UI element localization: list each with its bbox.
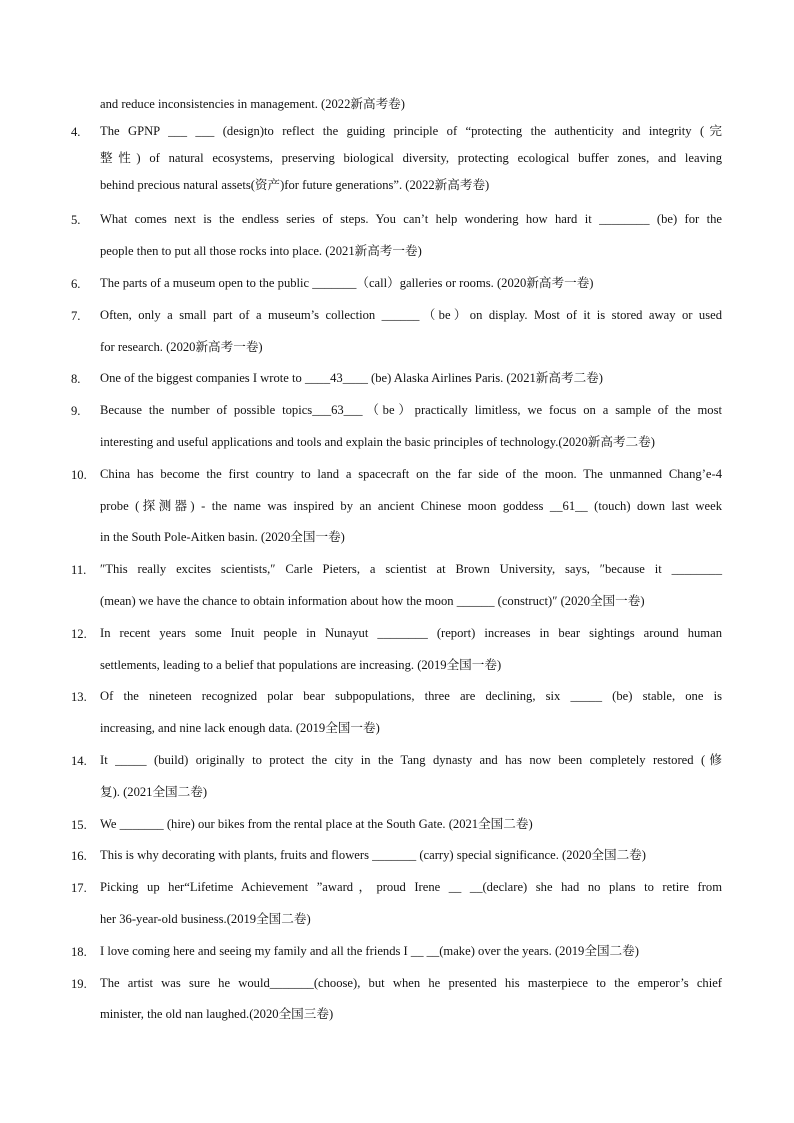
item-line: Picking up her“Lifetime Achievement ”award，proud Irene __ __(declare) she had no plans to retire from xyxy=(100,880,722,894)
question-number: 4. xyxy=(71,125,81,139)
item-line: interesting and useful applications and tools and explain the basic principles of technology.(2020新高考二卷) xyxy=(100,435,655,449)
question-number: 16. xyxy=(71,849,87,863)
item-line: It _____ (build) originally to protect the city in the Tang dynasty and has now been completely restored (修 xyxy=(100,753,722,767)
item-line: We _______ (hire) our bikes from the rental place at the South Gate. (2021全国二卷) xyxy=(100,817,533,831)
question-number: 13. xyxy=(71,690,87,704)
question-number: 11. xyxy=(71,563,87,577)
item-line: The parts of a museum open to the public _______（call）galleries or rooms. (2020新高考一卷) xyxy=(100,276,594,290)
item-line: What comes next is the endless series of steps. You can’t help wondering how hard it ________ (be) for the xyxy=(100,212,722,226)
item-line: in the South Pole-Aitken basin. (2020全国一卷) xyxy=(100,530,345,544)
item-line: China has become the first country to land a spacecraft on the far side of the moon. The unmanned Chang’e-4 xyxy=(100,467,722,481)
item-line: and reduce inconsistencies in management. (2022新高考卷) xyxy=(100,97,405,111)
item-line: people then to put all those rocks into place. (2021新高考一卷) xyxy=(100,244,422,258)
question-number: 15. xyxy=(71,818,87,832)
item-line: This is why decorating with plants, fruits and flowers _______ (carry) special significance. (2020全国二卷) xyxy=(100,848,646,862)
item-line: for research. (2020新高考一卷) xyxy=(100,340,263,354)
question-number: 5. xyxy=(71,213,81,227)
item-line: In recent years some Inuit people in Nunayut ________ (report) increases in bear sightings around human xyxy=(100,626,722,640)
item-line: One of the biggest companies I wrote to ____43____ (be) Alaska Airlines Paris. (2021新高考二卷) xyxy=(100,371,603,385)
item-line: increasing, and nine lack enough data. (2019全国一卷) xyxy=(100,721,380,735)
question-number: 12. xyxy=(71,627,87,641)
item-line: Often, only a small part of a museum’s collection ______（be）on display. Most of it is stored away or used xyxy=(100,308,722,322)
item-line: I love coming here and seeing my family and all the friends I __ __(make) over the years. (2019全国二卷) xyxy=(100,944,639,958)
item-line: 复). (2021全国二卷) xyxy=(100,785,208,799)
question-number: 14. xyxy=(71,754,87,768)
item-line: probe (探测器) - the name was inspired by an ancient Chinese moon goddess __61__ (touch) down last week xyxy=(100,499,722,513)
item-line: her 36-year-old business.(2019全国二卷) xyxy=(100,912,311,926)
question-number: 10. xyxy=(71,468,87,482)
item-line: Of the nineteen recognized polar bear subpopulations, three are declining, six _____ (be) stable, one is xyxy=(100,689,722,703)
question-number: 17. xyxy=(71,881,87,895)
question-number: 19. xyxy=(71,977,87,991)
question-number: 9. xyxy=(71,404,81,418)
item-line: minister, the old nan laughed.(2020全国三卷) xyxy=(100,1007,334,1021)
item-line: settlements, leading to a belief that populations are increasing. (2019全国一卷) xyxy=(100,658,502,672)
item-line: Because the number of possible topics___63___（be）practically limitless, we focus on a sample of the most xyxy=(100,403,722,417)
question-number: 6. xyxy=(71,277,81,291)
item-line: 整性) of natural ecosystems, preserving biological diversity, protecting ecological buffer zones, and leaving xyxy=(100,151,722,165)
question-number: 18. xyxy=(71,945,87,959)
question-number: 8. xyxy=(71,372,81,386)
question-number: 7. xyxy=(71,309,81,323)
item-line: behind precious natural assets(资产)for future generations”. (2022新高考卷) xyxy=(100,178,490,192)
item-line: The artist was sure he would_______(choose), but when he presented his masterpiece to the emperor’s chief xyxy=(100,976,722,990)
item-line: The GPNP ___ ___ (design)to reflect the guiding principle of “protecting the authenticity and integrity (完 xyxy=(100,124,722,138)
item-line: ″This really excites scientists,″ Carle Pieters, a scientist at Brown University, says, ″because it ________ xyxy=(100,562,722,576)
item-line: (mean) we have the chance to obtain information about how the moon ______ (construct)″ (2020全国一卷) xyxy=(100,594,645,608)
